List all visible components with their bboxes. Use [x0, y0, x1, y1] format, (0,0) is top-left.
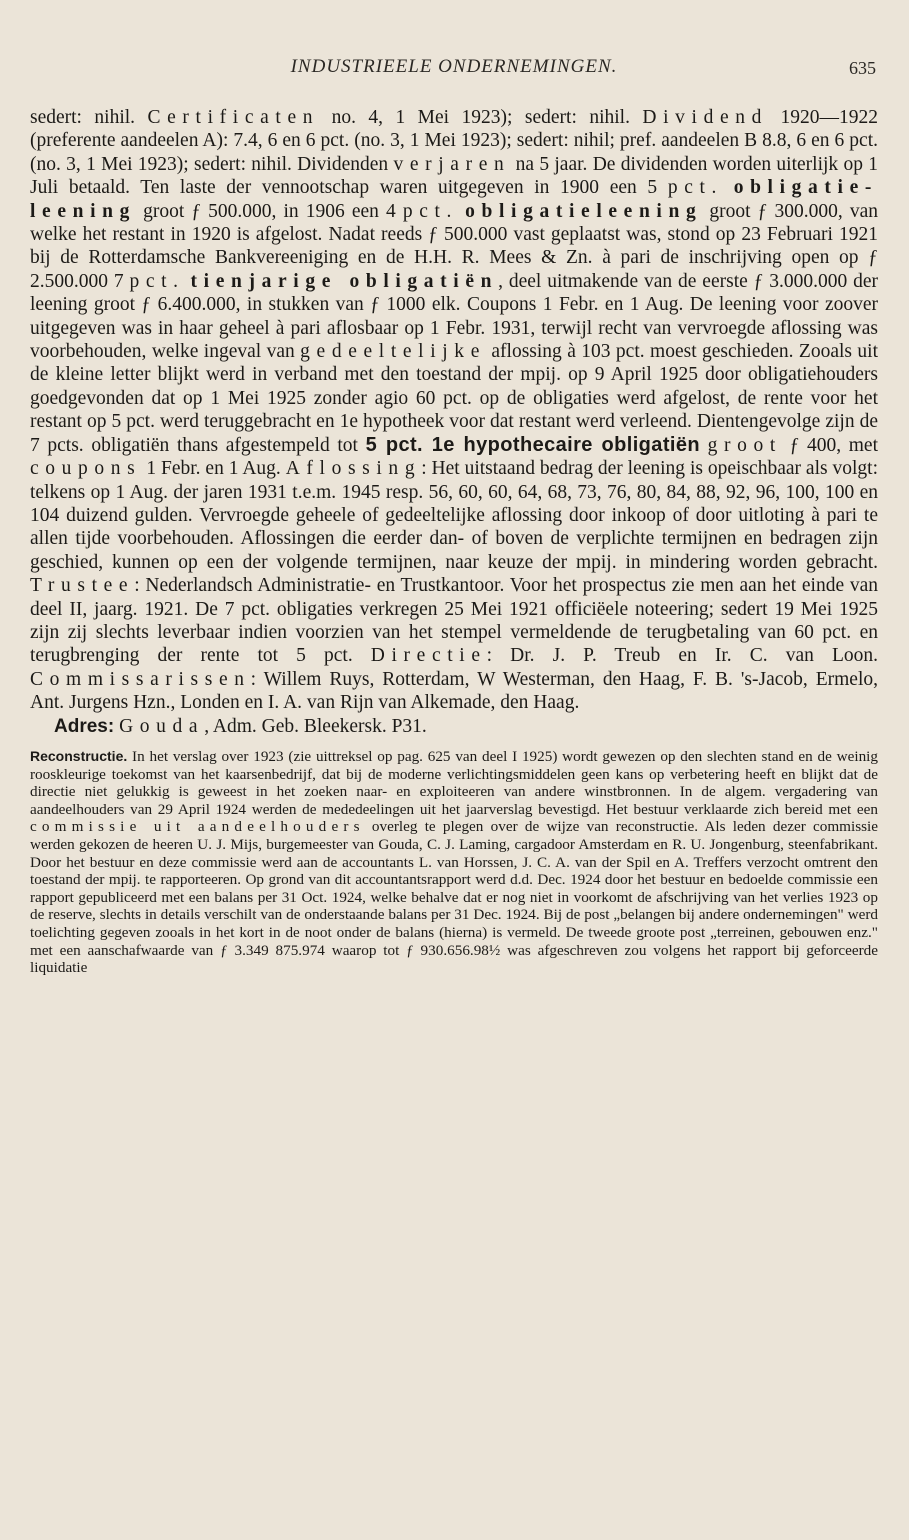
page-number: 635	[849, 58, 876, 78]
running-title: INDUSTRIEELE ONDERNEMINGEN.	[290, 56, 618, 77]
reconstruction-paragraph: Reconstructie. In het verslag over 1923 (zie uittreksel op pag. 625 van deel I 1925) wordt gewezen op den slechten stand en de weinig rooskleurige toekomst van het kaarsenbedrijf, dat bij de moderne verlichtingsmiddelen geen kans op verbetering heeft en blijkt dat de directie niet gelukkig is geweest in het zoeken naar- en exploiteeren van andere winstbronnen. In de algem. vergadering van aandeelhouders van 29 April 1924 werden de mededeelingen uit het jaarverslag bevestigd. Het bestuur verklaarde zich bereid met een commissie uit aandeelhouders overleg te plegen over de wijze van reconstructie. Als leden dezer commissie werden gekozen de heeren U. J. Mijs, burgemeester van Gouda, C. J. Laming, cargadoor Amsterdam en R. U. Jongenburg, steenfabrikant. Door het bestuur en deze commissie werd aan de accountants L. van Horssen, J. C. A. van der Spil en A. Treffers verzocht omtrent den toestand der mpij. te rapporteeren. Op grond van dit accountantsrapport werd d.d. Dec. 1924 door het bestuur en bedoelde commissie een rapport gepubliceerd met een balans per 31 Oct. 1924, welke behalve dat er nog niet in voorkomt de afschrijving van het verlies 1923 op de reserve, slechts in details verschilt van de onderstaande balans per 31 Dec. 1924. Bij de post „belangen bij andere ondernemingen" werd toelichting gegeven zooals in het kort in de noot onder de balans (hierna) is vermeld. De tweede groote post „terreinen, gebouwen enz." met een aanschafwaarde van ƒ 3.349 875.974 waarop tot ƒ 930.656.98½ was afgeschreven zou volgens het rapport bij geforceerde liquidatie	[30, 747, 878, 977]
spaced-term: Dividend	[642, 107, 769, 128]
spaced-term: tienjarige obligatiën	[190, 270, 499, 292]
book-page	[30, 52, 878, 1522]
main-text	[30, 106, 878, 738]
spaced-term: Aflossing	[285, 458, 422, 480]
reconstruction-section	[30, 748, 878, 977]
bond-heading: 5 pct. 1e hypothecaire obligatiën	[365, 433, 700, 456]
spaced-term: pct.	[667, 177, 724, 199]
address-line: Adres: Gouda, Adm. Geb. Bleekersk. P31.	[54, 715, 427, 737]
reconstruction-label: Reconstructie.	[30, 747, 128, 764]
spaced-term: Trustee	[30, 575, 135, 597]
spaced-term: commissie uit aandeelhouders	[30, 818, 365, 836]
spaced-term: verjaren	[393, 153, 511, 175]
spaced-term: Gouda	[119, 715, 205, 737]
running-header	[30, 52, 878, 82]
spaced-term: groot	[707, 434, 782, 456]
spaced-term: gedeeltelijke	[300, 341, 486, 363]
spaced-term: obligatie-leening	[30, 177, 878, 222]
spaced-term: pct.	[402, 200, 459, 222]
spaced-term: obligatieleening	[465, 200, 703, 222]
spaced-term: coupons	[30, 458, 142, 480]
spaced-term: Certificaten	[147, 107, 320, 128]
company-paragraph: sedert: nihil. Certificaten no. 4, 1 Mei 1923); sedert: nihil. Dividend 1920—1922 (preferente aandeelen A): 7.4, 6 en 6 pct. (no. 3, 1 Mei 1923); sedert: nihil; pref. aandeelen B 8.8, 6 en 6 pct. (no. 3, 1 Mei 1923); sedert: nihil. Dividenden verjaren na 5 jaar. De dividenden worden uiterlijk op 1 Juli betaald. Ten laste der vennootschap waren uitgegeven in 1900 een 5 pct. obligatie-leening groot ƒ 500.000, in 1906 een 4 pct. obligatieleening groot ƒ 300.000, van welke het restant in 1920 is afgelost. Nadat reeds ƒ 500.000 vast geplaatst was, stond op 23 Februari 1921 bij de Rotterdamsche Bankvereeniging en de H.H. R. Mees & Zn. à pari de inschrijving open op ƒ 2.500.000 7 pct. tienjarige obligatiën, deel uitmakende van de eerste ƒ 3.000.000 der leening groot ƒ 6.400.000, in stukken van ƒ 1000 elk. Coupons 1 Febr. en 1 Aug. De leening voor zoover uitgegeven was in haar geheel à pari aflosbaar op 1 Febr. 1931, terwijl recht van vervroegde aflossing was voorbehouden, welke ingeval van gedeeltelijke aflossing à 103 pct. moest geschieden. Zooals uit de kleine letter blijkt werd in verband met den toestand der mpij. op 9 April 1925 door obligatiehouders goedgevonden dat op 1 Mei 1925 zonder agio 60 pct. op de obligaties werd afgelost, de rente voor het restant op 5 pct. werd teruggebracht en 1e hypotheek voor dat restant werd verleend. Dientengevolge zijn de 7 pcts. obligatiën thans afgestempeld tot 5 pct. 1e hypothecaire obligatiën groot ƒ 400, met coupons 1 Febr. en 1 Aug. Aflossing: Het uitstaand bedrag der leening is opeischbaar als volgt: telkens op 1 Aug. der jaren 1931 t.e.m. 1945 resp. 56, 60, 60, 64, 68, 73, 76, 80, 84, 88, 92, 96, 100, 100 en 104 duizend gulden. Vervroegde geheele of gedeeltelijke aflossing door inkoop of door uitloting à pari te allen tijde voorbehouden. Aflossingen die eerder dan- of boven de verplichte termijnen en bedragen zijn geschied, kunnen op een der volgende termijnen, naar keuze der mpij. in mindering worden gebracht. Trustee: Nederlandsch Administratie- en Trustkantoor. Voor het prospectus zie men aan het einde van deel II, jaarg. 1921. De 7 pct. obligaties verkregen 25 Mei 1921 officiëele noteering; sedert 19 Mei 1925 zijn zij slechts leverbaar indien voorzien van het stempel vermeldende de terugbetaling van 60 pct. en terugbrenging der rente tot 5 pct. Directie: Dr. J. P. Treub en Ir. C. van Loon. Commissarissen: Willem Ruys, Rotterdam, W Westerman, den Haag, F. B. 's-Jacob, Ermelo, Ant. Jurgens Hzn., Londen en I. A. van Rijn van Alkemade, den Haag.	[30, 107, 878, 714]
spaced-term: Directie	[370, 645, 487, 667]
spaced-term: Commissarissen	[30, 668, 251, 690]
address-label: Adres:	[54, 715, 115, 737]
spaced-term: pct.	[129, 270, 185, 292]
